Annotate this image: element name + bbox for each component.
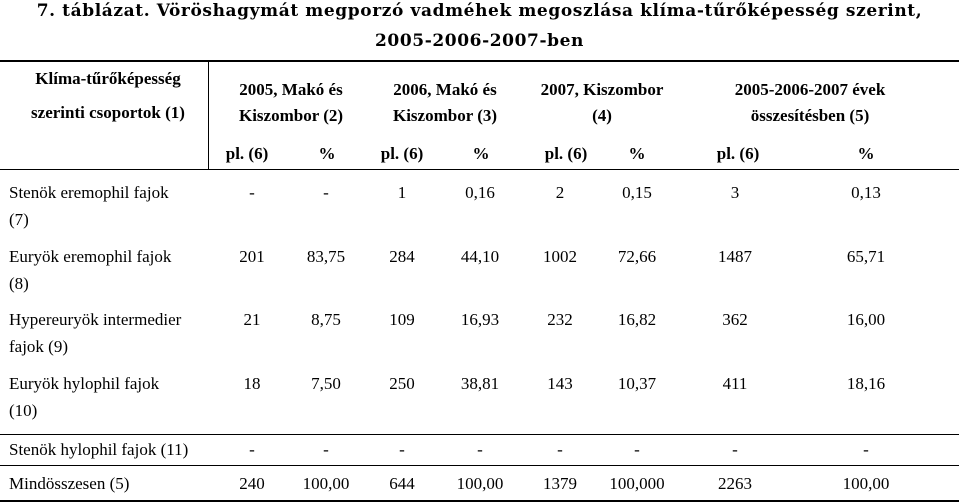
table-top-rule (0, 60, 959, 62)
table-cell: 16,82 (617, 310, 657, 329)
subheader-percent: % (628, 144, 646, 163)
table-cell: 100,00 (842, 474, 890, 493)
table-cell: 38,81 (460, 374, 500, 393)
table-cell: 100,00 (302, 474, 350, 493)
row-label: Stenök eremophil fajok (9, 183, 169, 202)
table-cell: 0,13 (851, 183, 881, 202)
row-label: (7) (9, 210, 29, 229)
table-cell: 16,93 (460, 310, 500, 329)
table-cell: 2263 (718, 474, 752, 493)
table-cell: 16,00 (846, 310, 886, 329)
table-cell: 1379 (543, 474, 577, 493)
table-cell: 143 (547, 374, 573, 393)
row-separator (0, 465, 959, 466)
column-header-2005: 2005, Makó és (239, 80, 343, 99)
row-separator (0, 434, 959, 435)
table-cell: 362 (722, 310, 748, 329)
column-header-2007: (4) (592, 106, 612, 125)
row-label: (8) (9, 274, 29, 293)
subheader-percent: % (472, 144, 490, 163)
row-header-label: Klíma-tűrőképesség (35, 69, 181, 88)
row-label: fajok (9) (9, 337, 69, 356)
row-label: Hypereuryök intermedier (9, 310, 182, 329)
row-label-total: Mindösszesen (5) (9, 474, 130, 493)
subheader-count: pl. (6) (225, 144, 269, 163)
table-cell: 0,16 (465, 183, 495, 202)
table-cell: 644 (389, 474, 415, 493)
row-header-label: szerinti csoportok (1) (31, 103, 185, 122)
table-cell: 3 (730, 183, 740, 202)
column-header-total: összesítésben (5) (750, 106, 870, 125)
subheader-count: pl. (6) (544, 144, 588, 163)
table-cell: 10,37 (617, 374, 657, 393)
table-cell: - (557, 440, 563, 459)
table-caption-line2: 2005-2006-2007-ben (375, 31, 584, 51)
row-label: Euryök eremophil fajok (9, 247, 172, 266)
row-label: (10) (9, 401, 38, 420)
table-cell: 250 (389, 374, 415, 393)
table-cell: 18,16 (846, 374, 886, 393)
subheader-count: pl. (6) (380, 144, 424, 163)
subheader-percent: % (318, 144, 336, 163)
table-cell: 8,75 (311, 310, 341, 329)
header-bottom-rule (0, 169, 959, 170)
table-cell: 232 (547, 310, 573, 329)
subheader-count: pl. (6) (716, 144, 760, 163)
table-cell: - (249, 183, 255, 202)
table-cell: 100,00 (456, 474, 504, 493)
table-cell: 284 (389, 247, 415, 266)
column-header-total: 2005-2006-2007 évek (734, 80, 886, 99)
table-cell: 65,71 (846, 247, 886, 266)
table-cell: 0,15 (622, 183, 652, 202)
table-cell: 1 (397, 183, 407, 202)
table-cell: 72,66 (617, 247, 657, 266)
table-cell: 109 (389, 310, 415, 329)
table-cell: - (863, 440, 869, 459)
column-header-2006: 2006, Makó és (393, 80, 497, 99)
table-cell: 100,000 (609, 474, 665, 493)
table-cell: - (732, 440, 738, 459)
table-cell: - (249, 440, 255, 459)
table-cell: 1487 (718, 247, 752, 266)
table-cell: - (634, 440, 640, 459)
subheader-percent: % (857, 144, 875, 163)
table-cell: 1002 (543, 247, 577, 266)
table-cell: - (399, 440, 405, 459)
header-divider (208, 60, 209, 170)
table-cell: 201 (239, 247, 265, 266)
table-cell: 7,50 (311, 374, 341, 393)
row-label: Euryök hylophil fajok (9, 374, 160, 393)
table-cell: - (477, 440, 483, 459)
table-cell: 83,75 (306, 247, 346, 266)
table-cell: 44,10 (460, 247, 500, 266)
column-header-2005: Kiszombor (2) (238, 106, 344, 125)
table-cell: - (323, 440, 329, 459)
table-cell: 240 (239, 474, 265, 493)
table-cell: 18 (243, 374, 261, 393)
column-header-2006: Kiszombor (3) (392, 106, 498, 125)
table-cell: - (323, 183, 329, 202)
row-label: Stenök hylophil fajok (11) (9, 440, 189, 459)
table-cell: 411 (722, 374, 748, 393)
table-caption-line1: 7. táblázat. Vöröshagymát megporzó vadméhek megoszlása klíma-tűrőképesség szerint, (36, 1, 923, 21)
column-header-2007: 2007, Kiszombor (540, 80, 664, 99)
table-cell: 2 (555, 183, 565, 202)
table-bottom-rule (0, 500, 959, 502)
table-cell: 21 (243, 310, 261, 329)
